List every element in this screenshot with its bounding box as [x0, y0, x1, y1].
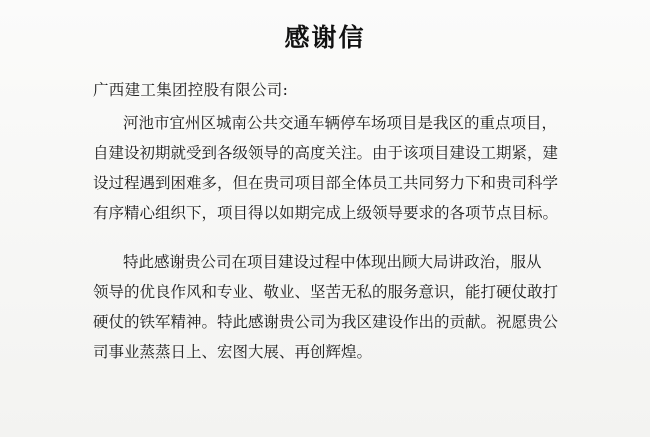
text-line: 设过程遇到困难多，但在贵司项目部全体员工共同努力下和贵司科学: [93, 174, 559, 192]
salutation: 广西建工集团控股有限公司:: [93, 81, 289, 99]
text-line: 特此感谢贵公司在项目建设过程中体现出顾大局讲政治，服从: [123, 253, 542, 271]
paragraph-2: [93, 247, 563, 367]
text-line: 司事业蒸蒸日上、宏图大展、再创辉煌。: [93, 343, 373, 361]
paragraph-1: [93, 108, 563, 228]
text-line: 自建设初期就受到各级领导的高度关注。由于该项目建设工期紧，建: [93, 144, 559, 162]
letter-title: 感谢信: [284, 23, 366, 52]
text-line: 领导的优良作风和专业、敬业、坚苦无私的服务意识，能打硬仗敢打: [93, 283, 559, 301]
text-line: 硬仗的铁军精神。特此感谢贵公司为我区建设作出的贡献。祝愿贵公: [93, 313, 559, 331]
text-line: 河池市宜州区城南公共交通车辆停车场项目是我区的重点项目，: [123, 114, 558, 132]
text-line: 有序精心组织下，项目得以如期完成上级领导要求的各项节点目标。: [93, 204, 559, 222]
